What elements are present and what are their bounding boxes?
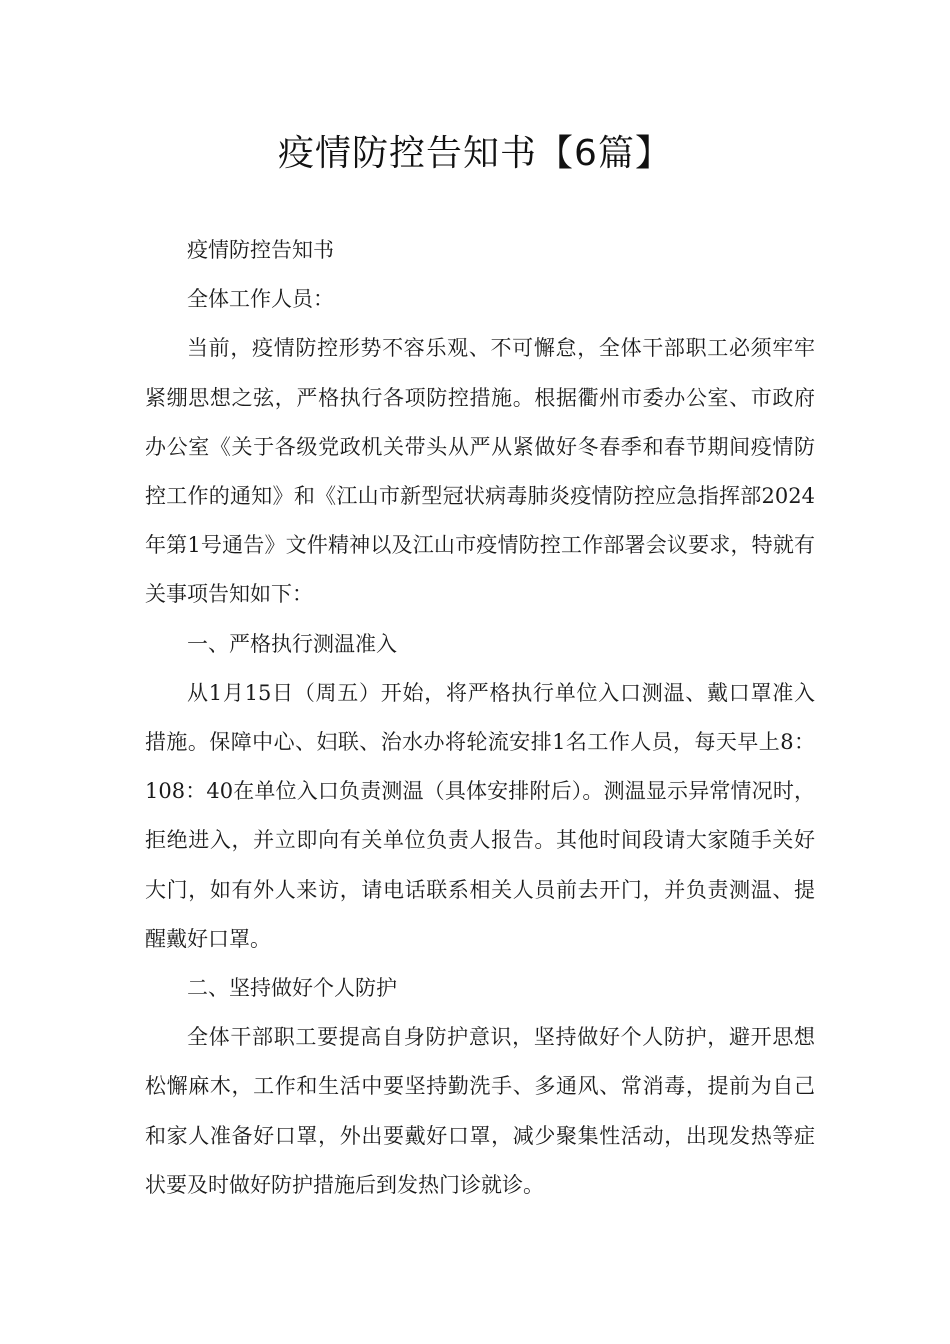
paragraph-salutation: 全体工作人员： [187,287,334,312]
document-body [145,226,815,1210]
document-title: 疫情防控告知书【6篇】 [278,133,672,174]
section-heading-1: 一、严格执行测温准入 [187,631,397,656]
paragraph-section-2: 全体干部职工要提高自身防护意识，坚持做好个人防护，避开思想松懈麻木，工作和生活中要坚持勤洗手、多通风、常消毒，提前为自己和家人准备好口罩，外出要戴好口罩，减少聚集性活动，出现发热等症状要及时做好防护措施后到发热门诊就诊。 [145,1025,815,1197]
paragraph-intro: 当前，疫情防控形势不容乐观、不可懈怠，全体干部职工必须牢牢紧绷思想之弦，严格执行各项防控措施。根据衢州市委办公室、市政府办公室《关于各级党政机关带头从严从紧做好冬春季和春节期间疫情防控工作的通知》和《江山市新型冠状病毒肺炎疫情防控应急指挥部2024年第1号通告》文件精神以及江山市疫情防控工作部署会议要求，特就有关事项告知如下： [145,336,815,607]
section-heading-2: 二、坚持做好个人防护 [187,976,397,1001]
paragraph-heading: 疫情防控告知书 [187,238,334,262]
paragraph-section-1: 从1月15日（周五）开始，将严格执行单位入口测温、戴口罩准入措施。保障中心、妇联、治水办将轮流安排1名工作人员，每天早上8：108：40在单位入口负责测温（具体安排附后）。测温显示异常情况时，拒绝进入，并立即向有关单位负责人报告。其他时间段请大家随手关好大门，如有外人来访，请电话联系相关人员前去开门，并负责测温、提醒戴好口罩。 [145,680,815,951]
